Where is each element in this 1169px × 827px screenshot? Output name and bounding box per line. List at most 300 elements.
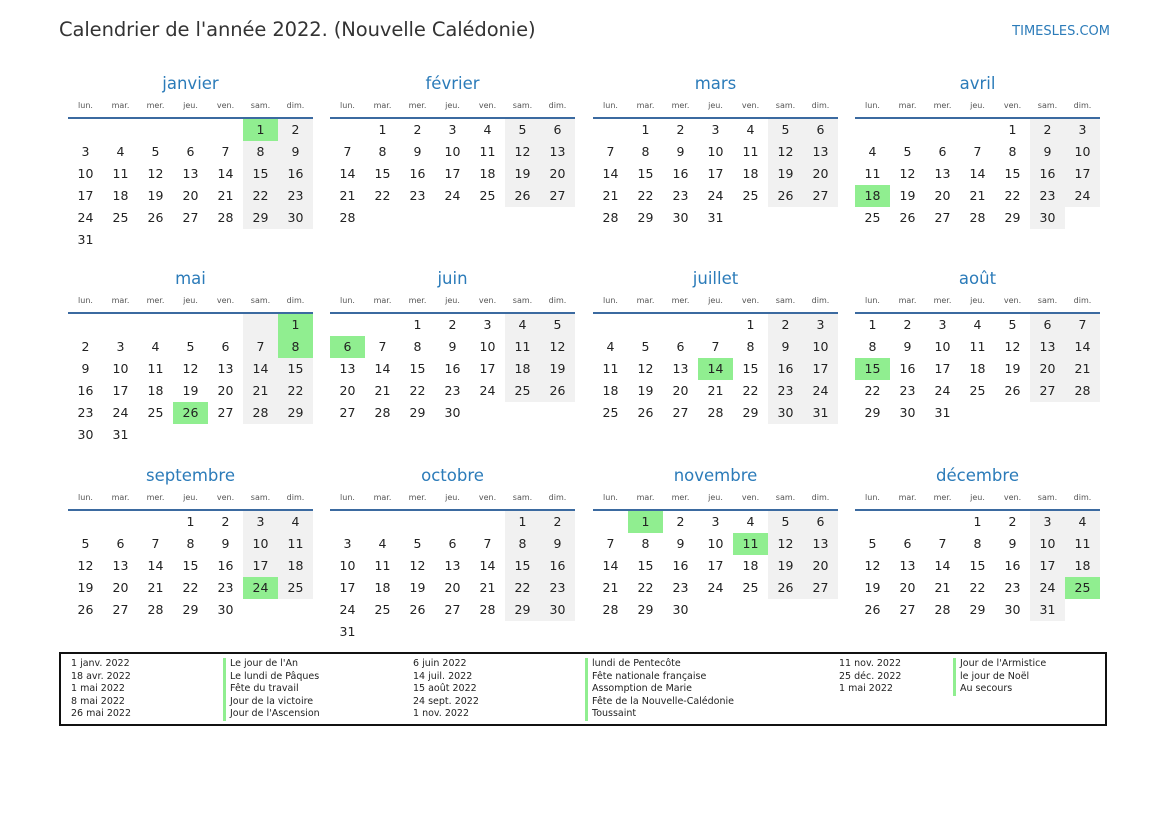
month-name: janvier bbox=[162, 74, 219, 93]
day-cell: 8 bbox=[746, 339, 755, 354]
holidays-list bbox=[59, 652, 1107, 726]
day-cell: 6 bbox=[186, 144, 195, 159]
weekday-label: mer. bbox=[671, 493, 690, 502]
day-cell: 6 bbox=[116, 536, 125, 551]
day-cell: 21 bbox=[602, 580, 619, 595]
day-cell: 23 bbox=[672, 188, 689, 203]
day-cell: 23 bbox=[672, 580, 689, 595]
empty-day-cell bbox=[855, 511, 890, 533]
day-cell: 3 bbox=[711, 514, 720, 529]
day-cell: 3 bbox=[243, 511, 278, 533]
day-cell: 9 bbox=[278, 141, 313, 163]
holiday-name: Toussaint bbox=[592, 708, 637, 720]
day-cell: 28 bbox=[217, 210, 234, 225]
day-cell: 5 bbox=[641, 339, 650, 354]
week-row bbox=[330, 119, 575, 141]
week-row bbox=[330, 621, 575, 643]
day-cell: 4 bbox=[973, 317, 982, 332]
weekday-label: sam. bbox=[512, 296, 533, 305]
weekday-header bbox=[855, 488, 1100, 511]
day-cell: 23 bbox=[540, 577, 575, 599]
month-9 bbox=[330, 464, 575, 643]
day-cell: 23 bbox=[77, 405, 94, 420]
day-cell: 9 bbox=[413, 144, 422, 159]
weekday-label: mar. bbox=[373, 101, 392, 110]
page-title: Calendrier de l'année 2022. (Nouvelle Calédonie) bbox=[59, 18, 536, 41]
day-cell: 25 bbox=[112, 210, 129, 225]
holiday-name: Fête du travail bbox=[230, 683, 299, 695]
day-cell: 13 bbox=[182, 166, 199, 181]
day-cell: 26 bbox=[864, 602, 881, 617]
empty-day-cell bbox=[173, 229, 208, 251]
day-cell: 1 bbox=[868, 317, 877, 332]
empty-day-cell bbox=[103, 119, 138, 141]
day-cell: 24 bbox=[1030, 577, 1065, 599]
weekday-label: mar. bbox=[898, 493, 917, 502]
weekday-label: mer. bbox=[146, 101, 165, 110]
empty-day-cell bbox=[243, 314, 278, 336]
day-cell: 21 bbox=[1065, 358, 1100, 380]
empty-day-cell bbox=[540, 207, 575, 229]
day-cell: 20 bbox=[1030, 358, 1065, 380]
week-row bbox=[593, 119, 838, 141]
holiday-name: Assomption de Marie bbox=[592, 683, 693, 695]
day-cell: 28 bbox=[602, 602, 619, 617]
weekday-label: mer. bbox=[146, 493, 165, 502]
day-cell: 23 bbox=[217, 580, 234, 595]
day-cell: 26 bbox=[768, 577, 803, 599]
empty-day-cell bbox=[1065, 599, 1100, 621]
day-cell: 24 bbox=[444, 188, 461, 203]
day-cell: 9 bbox=[676, 144, 685, 159]
weekday-label: jeu. bbox=[445, 101, 460, 110]
day-cell: 17 bbox=[1030, 555, 1065, 577]
week-row bbox=[68, 141, 313, 163]
day-cell: 5 bbox=[505, 119, 540, 141]
weeks-grid bbox=[330, 119, 575, 229]
weekday-label: lun. bbox=[340, 101, 355, 110]
weekday-label: ven. bbox=[216, 493, 235, 502]
day-cell: 18 bbox=[374, 580, 391, 595]
weekday-label: ven. bbox=[1003, 493, 1022, 502]
day-cell: 28 bbox=[479, 602, 496, 617]
empty-day-cell bbox=[138, 314, 173, 336]
day-cell: 29 bbox=[278, 402, 313, 424]
day-cell: 6 bbox=[448, 536, 457, 551]
day-cell: 2 bbox=[413, 122, 422, 137]
month-name: décembre bbox=[936, 466, 1019, 485]
day-cell: 17 bbox=[77, 188, 94, 203]
day-cell: 29 bbox=[505, 599, 540, 621]
day-cell: 7 bbox=[711, 339, 720, 354]
empty-day-cell bbox=[470, 511, 505, 533]
day-cell: 30 bbox=[672, 602, 689, 617]
weekday-label: ven. bbox=[741, 296, 760, 305]
day-cell: 9 bbox=[903, 339, 912, 354]
empty-day-cell bbox=[400, 207, 435, 229]
week-row bbox=[855, 119, 1100, 141]
day-cell: 30 bbox=[672, 210, 689, 225]
empty-day-cell bbox=[925, 511, 960, 533]
empty-day-cell bbox=[890, 119, 925, 141]
day-cell: 25 bbox=[278, 577, 313, 599]
day-cell: 11 bbox=[278, 533, 313, 555]
week-row bbox=[593, 577, 838, 599]
day-cell: 27 bbox=[672, 405, 689, 420]
day-cell: 24 bbox=[339, 602, 356, 617]
week-row bbox=[68, 358, 313, 380]
holiday-names-column bbox=[223, 658, 320, 721]
month-1 bbox=[330, 72, 575, 229]
week-row bbox=[855, 402, 1100, 424]
empty-day-cell bbox=[103, 511, 138, 533]
day-cell: 21 bbox=[217, 188, 234, 203]
week-row bbox=[593, 185, 838, 207]
day-cell: 17 bbox=[934, 361, 951, 376]
day-cell: 24 bbox=[77, 210, 94, 225]
empty-day-cell bbox=[365, 207, 400, 229]
weekday-header bbox=[330, 488, 575, 511]
day-cell: 29 bbox=[637, 602, 654, 617]
day-cell: 25 bbox=[147, 405, 164, 420]
weekday-header bbox=[68, 291, 313, 314]
weekday-label: dim. bbox=[286, 101, 305, 110]
day-cell: 21 bbox=[969, 188, 986, 203]
weekday-label: mer. bbox=[671, 101, 690, 110]
day-cell: 15 bbox=[505, 555, 540, 577]
day-cell: 2 bbox=[278, 119, 313, 141]
day-cell: 10 bbox=[339, 558, 356, 573]
day-cell: 19 bbox=[899, 188, 916, 203]
week-row bbox=[593, 314, 838, 336]
day-cell: 15 bbox=[742, 361, 759, 376]
day-cell: 31 bbox=[934, 405, 951, 420]
day-cell: 26 bbox=[540, 380, 575, 402]
day-cell: 9 bbox=[1030, 141, 1065, 163]
day-cell: 18 bbox=[1065, 555, 1100, 577]
weekday-label: jeu. bbox=[708, 101, 723, 110]
weekday-label: lun. bbox=[78, 101, 93, 110]
weekday-label: ven. bbox=[216, 296, 235, 305]
day-cell: 8 bbox=[278, 336, 313, 358]
day-cell: 4 bbox=[483, 122, 492, 137]
weekday-label: ven. bbox=[741, 493, 760, 502]
day-cell: 6 bbox=[330, 336, 365, 358]
day-cell: 2 bbox=[676, 514, 685, 529]
empty-day-cell bbox=[68, 511, 103, 533]
day-cell: 27 bbox=[112, 602, 129, 617]
day-cell: 2 bbox=[81, 339, 90, 354]
day-cell: 7 bbox=[483, 536, 492, 551]
day-cell: 15 bbox=[374, 166, 391, 181]
day-cell: 12 bbox=[147, 166, 164, 181]
weekday-label: sam. bbox=[250, 493, 271, 502]
day-cell: 19 bbox=[1004, 361, 1021, 376]
day-cell: 22 bbox=[182, 580, 199, 595]
day-cell: 5 bbox=[1008, 317, 1017, 332]
day-cell: 5 bbox=[768, 511, 803, 533]
week-row bbox=[330, 185, 575, 207]
day-cell: 11 bbox=[864, 166, 881, 181]
day-cell: 23 bbox=[899, 383, 916, 398]
day-cell: 13 bbox=[934, 166, 951, 181]
day-cell: 5 bbox=[151, 144, 160, 159]
day-cell: 18 bbox=[855, 185, 890, 207]
week-row bbox=[593, 358, 838, 380]
day-cell: 28 bbox=[243, 402, 278, 424]
day-cell: 10 bbox=[707, 144, 724, 159]
day-cell: 29 bbox=[864, 405, 881, 420]
day-cell: 11 bbox=[479, 144, 496, 159]
day-cell: 6 bbox=[938, 144, 947, 159]
empty-day-cell bbox=[698, 599, 733, 621]
weekday-label: sam. bbox=[1037, 101, 1058, 110]
weekday-label: dim. bbox=[811, 493, 830, 502]
holiday-name: lundi de Pentecôte bbox=[592, 658, 681, 669]
week-row bbox=[68, 314, 313, 336]
day-cell: 26 bbox=[173, 402, 208, 424]
day-cell: 20 bbox=[112, 580, 129, 595]
month-name: mars bbox=[694, 74, 737, 93]
day-cell: 25 bbox=[969, 383, 986, 398]
day-cell: 5 bbox=[186, 339, 195, 354]
weekday-label: jeu. bbox=[708, 296, 723, 305]
day-cell: 18 bbox=[147, 383, 164, 398]
day-cell: 30 bbox=[217, 602, 234, 617]
week-row bbox=[330, 533, 575, 555]
empty-day-cell bbox=[540, 402, 575, 424]
day-cell: 2 bbox=[221, 514, 230, 529]
weekday-label: dim. bbox=[1073, 493, 1092, 502]
empty-day-cell bbox=[400, 621, 435, 643]
empty-day-cell bbox=[278, 229, 313, 251]
brand-link[interactable]: TIMESLES.COM bbox=[1012, 24, 1110, 39]
day-cell: 14 bbox=[243, 358, 278, 380]
holiday-names-column bbox=[585, 658, 734, 721]
day-cell: 20 bbox=[217, 383, 234, 398]
week-row bbox=[593, 380, 838, 402]
day-cell: 1 bbox=[378, 122, 387, 137]
day-cell: 1 bbox=[505, 511, 540, 533]
weeks-grid bbox=[855, 314, 1100, 424]
day-cell: 18 bbox=[505, 358, 540, 380]
empty-day-cell bbox=[593, 511, 628, 533]
day-cell: 15 bbox=[243, 163, 278, 185]
weekday-label: mar. bbox=[111, 493, 130, 502]
day-cell: 31 bbox=[77, 232, 94, 247]
day-cell: 27 bbox=[444, 602, 461, 617]
week-row bbox=[593, 599, 838, 621]
day-cell: 25 bbox=[742, 188, 759, 203]
day-cell: 22 bbox=[374, 188, 391, 203]
weekday-label: mar. bbox=[111, 296, 130, 305]
empty-day-cell bbox=[593, 119, 628, 141]
day-cell: 22 bbox=[864, 383, 881, 398]
empty-day-cell bbox=[470, 207, 505, 229]
day-cell: 14 bbox=[934, 558, 951, 573]
day-cell: 26 bbox=[147, 210, 164, 225]
holiday-date: 18 avr. 2022 bbox=[71, 670, 131, 682]
day-cell: 15 bbox=[1004, 166, 1021, 181]
weekday-label: lun. bbox=[603, 101, 618, 110]
day-cell: 4 bbox=[116, 144, 125, 159]
day-cell: 21 bbox=[243, 380, 278, 402]
empty-day-cell bbox=[505, 207, 540, 229]
weekday-label: jeu. bbox=[970, 101, 985, 110]
holiday-name: Le lundi de Pâques bbox=[230, 670, 320, 682]
weekday-label: lun. bbox=[603, 493, 618, 502]
day-cell: 12 bbox=[864, 558, 881, 573]
day-cell: 24 bbox=[803, 380, 838, 402]
weekday-label: lun. bbox=[340, 296, 355, 305]
day-cell: 15 bbox=[278, 358, 313, 380]
day-cell: 24 bbox=[934, 383, 951, 398]
empty-day-cell bbox=[208, 314, 243, 336]
day-cell: 12 bbox=[768, 141, 803, 163]
month-8 bbox=[68, 464, 313, 621]
day-cell: 20 bbox=[934, 188, 951, 203]
day-cell: 4 bbox=[746, 122, 755, 137]
day-cell: 14 bbox=[698, 358, 733, 380]
weekday-label: mer. bbox=[146, 296, 165, 305]
weekday-header bbox=[855, 291, 1100, 314]
empty-day-cell bbox=[733, 599, 768, 621]
day-cell: 14 bbox=[602, 558, 619, 573]
week-row bbox=[855, 314, 1100, 336]
day-cell: 16 bbox=[1004, 558, 1021, 573]
day-cell: 8 bbox=[378, 144, 387, 159]
week-row bbox=[330, 358, 575, 380]
holiday-date: 24 sept. 2022 bbox=[413, 695, 479, 707]
empty-day-cell bbox=[173, 314, 208, 336]
day-cell: 19 bbox=[637, 383, 654, 398]
weekday-label: mar. bbox=[898, 296, 917, 305]
empty-day-cell bbox=[960, 119, 995, 141]
day-cell: 13 bbox=[899, 558, 916, 573]
week-row bbox=[68, 119, 313, 141]
weekday-label: jeu. bbox=[445, 296, 460, 305]
day-cell: 25 bbox=[505, 380, 540, 402]
day-cell: 11 bbox=[602, 361, 619, 376]
day-cell: 21 bbox=[934, 580, 951, 595]
day-cell: 1 bbox=[243, 119, 278, 141]
day-cell: 2 bbox=[1030, 119, 1065, 141]
holiday-name: Jour de la victoire bbox=[230, 695, 314, 707]
day-cell: 16 bbox=[768, 358, 803, 380]
day-cell: 22 bbox=[742, 383, 759, 398]
day-cell: 14 bbox=[479, 558, 496, 573]
day-cell: 27 bbox=[182, 210, 199, 225]
weekday-label: mer. bbox=[671, 296, 690, 305]
day-cell: 16 bbox=[217, 558, 234, 573]
empty-day-cell bbox=[243, 424, 278, 446]
weekday-label: ven. bbox=[478, 493, 497, 502]
day-cell: 27 bbox=[217, 405, 234, 420]
week-row bbox=[593, 163, 838, 185]
weekday-label: jeu. bbox=[445, 493, 460, 502]
day-cell: 15 bbox=[409, 361, 426, 376]
day-cell: 28 bbox=[934, 602, 951, 617]
empty-day-cell bbox=[1030, 402, 1065, 424]
weeks-grid bbox=[68, 511, 313, 621]
day-cell: 8 bbox=[868, 339, 877, 354]
day-cell: 6 bbox=[903, 536, 912, 551]
day-cell: 18 bbox=[278, 555, 313, 577]
weekday-label: lun. bbox=[340, 493, 355, 502]
empty-day-cell bbox=[138, 424, 173, 446]
day-cell: 23 bbox=[444, 383, 461, 398]
week-row bbox=[68, 229, 313, 251]
day-cell: 22 bbox=[243, 185, 278, 207]
empty-day-cell bbox=[435, 207, 470, 229]
empty-day-cell bbox=[698, 314, 733, 336]
month-5 bbox=[330, 267, 575, 424]
day-cell: 22 bbox=[505, 577, 540, 599]
weekday-label: jeu. bbox=[183, 493, 198, 502]
day-cell: 5 bbox=[868, 536, 877, 551]
day-cell: 22 bbox=[637, 580, 654, 595]
day-cell: 3 bbox=[343, 536, 352, 551]
month-name: septembre bbox=[146, 466, 235, 485]
day-cell: 17 bbox=[243, 555, 278, 577]
week-row bbox=[855, 207, 1100, 229]
day-cell: 29 bbox=[1004, 210, 1021, 225]
day-cell: 8 bbox=[641, 144, 650, 159]
empty-day-cell bbox=[278, 599, 313, 621]
week-row bbox=[855, 533, 1100, 555]
day-cell: 4 bbox=[278, 511, 313, 533]
day-cell: 7 bbox=[243, 336, 278, 358]
day-cell: 18 bbox=[969, 361, 986, 376]
empty-day-cell bbox=[593, 314, 628, 336]
day-cell: 6 bbox=[803, 119, 838, 141]
empty-day-cell bbox=[995, 402, 1030, 424]
day-cell: 11 bbox=[969, 339, 986, 354]
month-name: juin bbox=[437, 269, 468, 288]
month-11 bbox=[855, 464, 1100, 621]
day-cell: 23 bbox=[1030, 185, 1065, 207]
holiday-date: 1 nov. 2022 bbox=[413, 708, 469, 720]
day-cell: 18 bbox=[742, 166, 759, 181]
day-cell: 26 bbox=[899, 210, 916, 225]
week-row bbox=[330, 402, 575, 424]
week-row bbox=[68, 555, 313, 577]
empty-day-cell bbox=[890, 511, 925, 533]
day-cell: 12 bbox=[1004, 339, 1021, 354]
day-cell: 8 bbox=[1008, 144, 1017, 159]
day-cell: 15 bbox=[637, 166, 654, 181]
weekday-label: mer. bbox=[933, 101, 952, 110]
day-cell: 13 bbox=[1030, 336, 1065, 358]
month-10 bbox=[593, 464, 838, 621]
day-cell: 13 bbox=[672, 361, 689, 376]
day-cell: 2 bbox=[1008, 514, 1017, 529]
day-cell: 31 bbox=[1030, 599, 1065, 621]
weekday-header bbox=[593, 291, 838, 314]
day-cell: 30 bbox=[1030, 207, 1065, 229]
day-cell: 19 bbox=[182, 383, 199, 398]
weekday-label: dim. bbox=[811, 101, 830, 110]
week-row bbox=[330, 599, 575, 621]
empty-day-cell bbox=[803, 599, 838, 621]
empty-day-cell bbox=[960, 402, 995, 424]
day-cell: 3 bbox=[1030, 511, 1065, 533]
weekday-header bbox=[593, 488, 838, 511]
day-cell: 22 bbox=[969, 580, 986, 595]
weekday-header bbox=[330, 96, 575, 119]
day-cell: 6 bbox=[540, 119, 575, 141]
day-cell: 11 bbox=[147, 361, 164, 376]
